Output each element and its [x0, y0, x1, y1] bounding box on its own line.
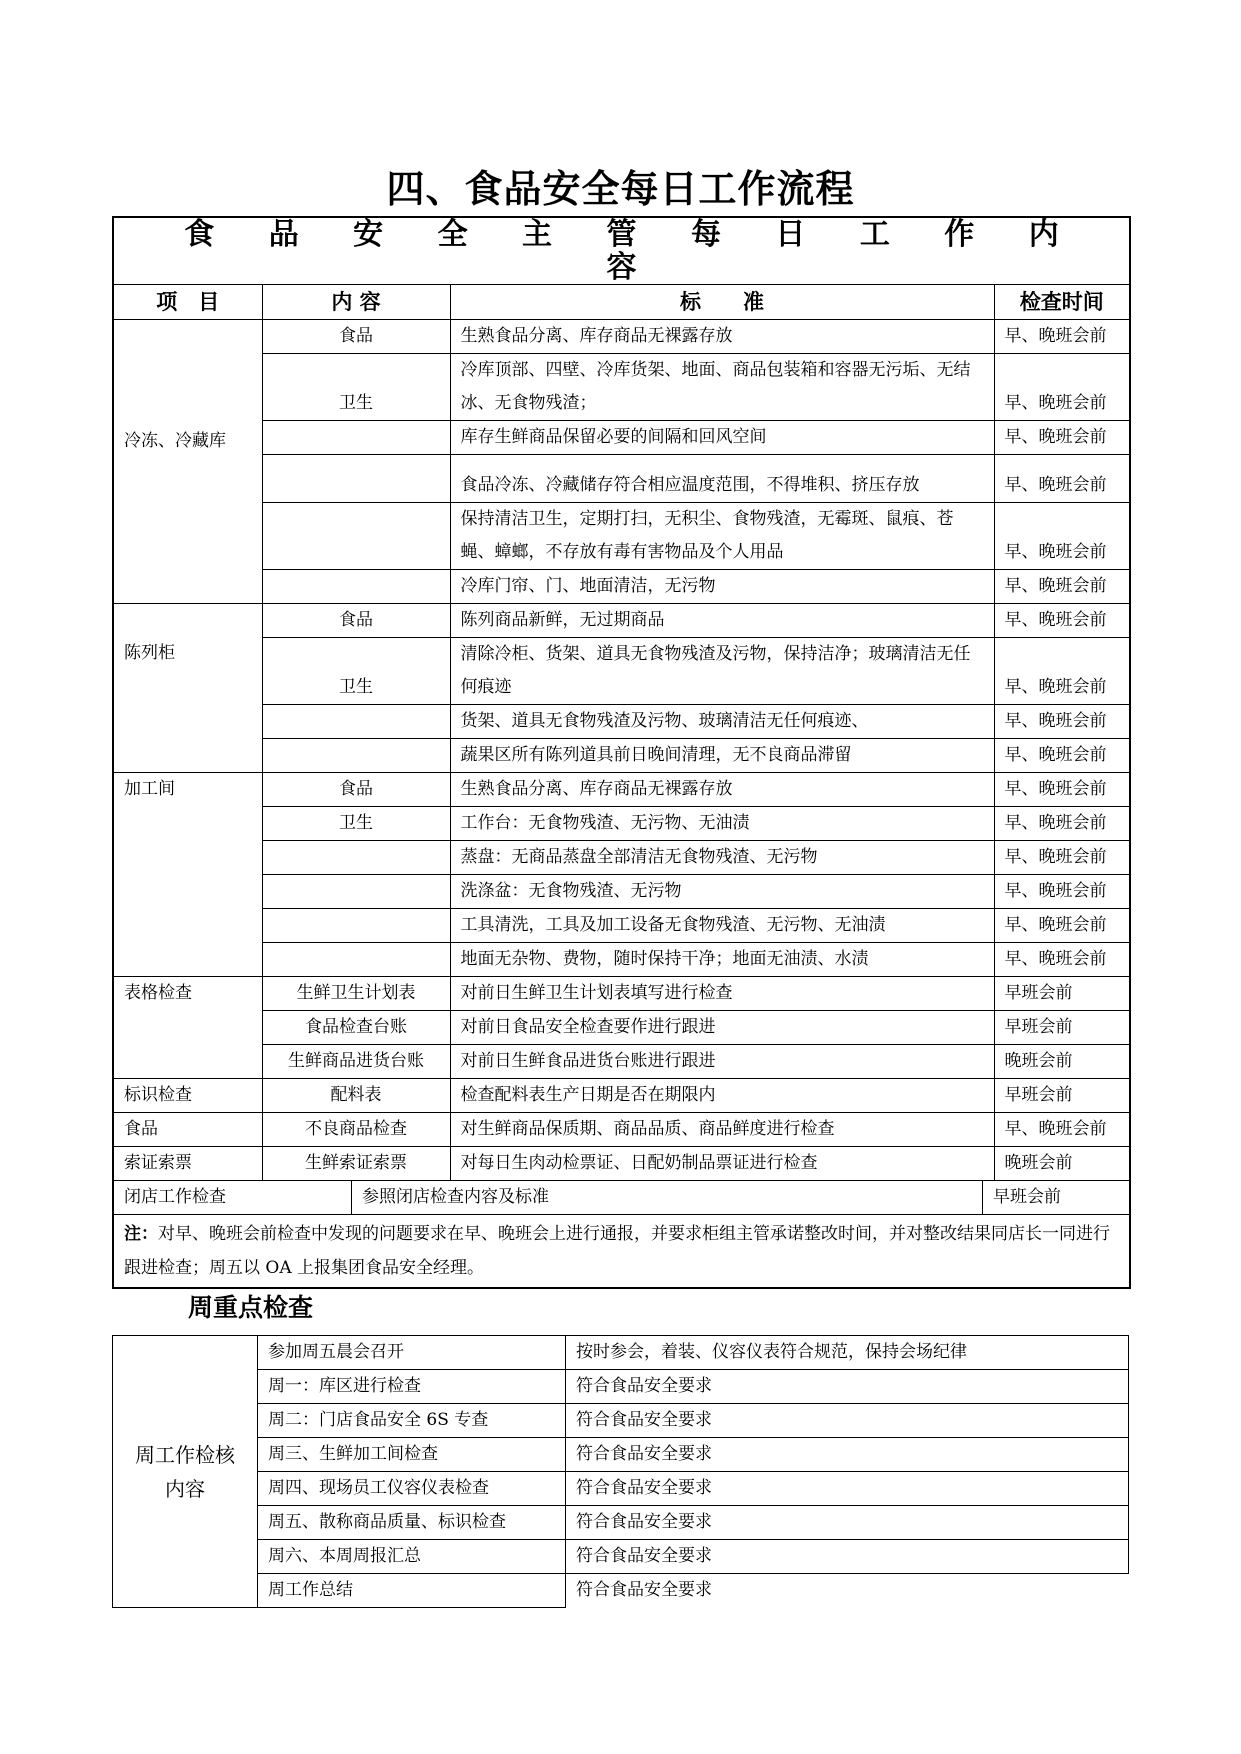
- standard-cell: 对前日食品安全检查要作进行跟进: [450, 1011, 994, 1045]
- time-cell: 早、晚班会前: [994, 705, 1130, 739]
- content-cell: 卫生: [262, 354, 450, 421]
- content-cell: [262, 421, 450, 455]
- time-cell: 早、晚班会前: [994, 604, 1130, 638]
- table-title: 食 品 安 全 主 管 每 日 工 作 内 容: [113, 217, 1130, 285]
- weekly-standard-cell: 符合食品安全要求: [566, 1506, 1129, 1540]
- weekly-standard-cell: 符合食品安全要求: [566, 1438, 1129, 1472]
- time-cell: 早、晚班会前: [994, 503, 1130, 570]
- closing-row: [113, 1181, 1130, 1215]
- standard-cell: 生熟食品分离、库存商品无裸露存放: [450, 773, 994, 807]
- standard-cell: 工具清洗，工具及加工设备无食物残渣、无污物、无油渍: [450, 909, 994, 943]
- standard-cell: 食品冷冻、冷藏储存符合相应温度范围，不得堆积、挤压存放: [450, 455, 994, 503]
- time-cell: 早、晚班会前: [994, 909, 1130, 943]
- time-cell: 早班会前: [993, 1187, 1061, 1207]
- standard-cell: 货架、道具无食物残渣及污物、玻璃清洁无任何痕迹、: [450, 705, 994, 739]
- standard-cell: 对生鲜商品保质期、商品品质、商品鲜度进行检查: [450, 1113, 994, 1147]
- standard-cell: 库存生鲜商品保留必要的间隔和回风空间: [450, 421, 994, 455]
- content-cell: [262, 455, 450, 503]
- weekly-standard-cell: 符合食品安全要求: [566, 1540, 1129, 1574]
- standard-cell: 对前日生鲜食品进货台账进行跟进: [450, 1045, 994, 1079]
- content-cell: 食品检查台账: [262, 1011, 450, 1045]
- time-cell: 早班会前: [994, 1079, 1130, 1113]
- weekly-check-table: [112, 1335, 1129, 1608]
- time-cell: 早、晚班会前: [994, 638, 1130, 705]
- time-cell: 早、晚班会前: [994, 320, 1130, 354]
- content-cell: 食品: [262, 320, 450, 354]
- content-cell: 食品: [262, 773, 450, 807]
- header-time: 检查时间: [994, 285, 1130, 320]
- standard-cell: 洗涤盆：无食物残渣、无污物: [450, 875, 994, 909]
- note-text: 对早、晚班会前检查中发现的问题要求在早、晚班会上进行通报，并要求柜组主管承诺整改时间，并对整改结果同店长一同进行跟进检查；周五以 OA 上报集团食品安全经理。: [124, 1224, 1110, 1278]
- weekly-task-cell: 周四、现场员工仪容仪表检查: [258, 1472, 566, 1506]
- category-cell: 食品: [113, 1113, 262, 1147]
- time-cell: 早班会前: [994, 1011, 1130, 1045]
- content-cell: [262, 875, 450, 909]
- standard-cell: 生熟食品分离、库存商品无裸露存放: [450, 320, 994, 354]
- note-label: 注：: [124, 1224, 158, 1244]
- content-cell: 生鲜卫生计划表: [262, 977, 450, 1011]
- time-cell: 早、晚班会前: [994, 739, 1130, 773]
- header-item: 项 目: [113, 285, 262, 320]
- content-cell: 卫生: [262, 638, 450, 705]
- content-cell: 食品: [262, 604, 450, 638]
- content-cell: [262, 909, 450, 943]
- content-cell: 配料表: [262, 1079, 450, 1113]
- standard-cell: 对前日生鲜卫生计划表填写进行检查: [450, 977, 994, 1011]
- weekly-standard-cell: 符合食品安全要求: [566, 1574, 1129, 1608]
- weekly-task-cell: 周二：门店食品安全 6S 专查: [258, 1404, 566, 1438]
- weekly-task-cell: 周五、散称商品质量、标识检查: [258, 1506, 566, 1540]
- content-cell: [262, 503, 450, 570]
- weekly-category-text: 周工作检核内容: [135, 1442, 235, 1501]
- content-cell: 生鲜索证索票: [262, 1147, 450, 1181]
- time-cell: 晚班会前: [994, 1045, 1130, 1079]
- content-cell: [262, 705, 450, 739]
- time-cell: 早、晚班会前: [994, 875, 1130, 909]
- weekly-task-cell: 周一：库区进行检查: [258, 1370, 566, 1404]
- daily-work-table: [112, 216, 1131, 1289]
- header-content: 内 容: [262, 285, 450, 320]
- standard-cell: 陈列商品新鲜，无过期商品: [450, 604, 994, 638]
- time-cell: 晚班会前: [994, 1147, 1130, 1181]
- category-cell: 冷冻、冷藏库: [113, 320, 262, 604]
- time-cell: 早、晚班会前: [994, 807, 1130, 841]
- weekly-standard-cell: 符合食品安全要求: [566, 1404, 1129, 1438]
- time-cell: 早、晚班会前: [994, 1113, 1130, 1147]
- weekly-task-cell: 周三、生鲜加工间检查: [258, 1438, 566, 1472]
- weekly-task-cell: 周六、本周周报汇总: [258, 1540, 566, 1574]
- standard-cell: 冷库门帘、门、地面清洁，无污物: [450, 570, 994, 604]
- category-cell: 陈列柜: [113, 604, 262, 773]
- weekly-task-cell: 周工作总结: [258, 1574, 566, 1608]
- standard-cell: 参照闭店检查内容及标准: [352, 1181, 983, 1214]
- category-cell: 索证索票: [113, 1147, 262, 1181]
- time-cell: 早班会前: [994, 977, 1130, 1011]
- content-cell: [262, 739, 450, 773]
- standard-cell: 对每日生肉动检票证、日配奶制品票证进行检查: [450, 1147, 994, 1181]
- time-cell: 早、晚班会前: [994, 943, 1130, 977]
- weekly-standard-cell: 按时参会，着装、仪容仪表符合规范，保持会场纪律: [566, 1336, 1129, 1370]
- standard-cell: 工作台：无食物残渣、无污物、无油渍: [450, 807, 994, 841]
- content-cell: [262, 943, 450, 977]
- category-cell: 表格检查: [113, 977, 262, 1079]
- content-cell: [262, 570, 450, 604]
- standard-cell: 地面无杂物、费物，随时保持干净；地面无油渍、水渍: [450, 943, 994, 977]
- page-title: 四、食品安全每日工作流程: [386, 166, 855, 211]
- content-cell: 生鲜商品进货台账: [262, 1045, 450, 1079]
- category-cell: 闭店工作检查: [114, 1181, 352, 1214]
- weekly-category-cell: [113, 1336, 258, 1608]
- header-standard: 标 准: [450, 285, 994, 320]
- time-cell: 早、晚班会前: [994, 421, 1130, 455]
- standard-cell: 蔬果区所有陈列道具前日晚间清理，无不良商品滞留: [450, 739, 994, 773]
- weekly-standard-cell: 符合食品安全要求: [566, 1370, 1129, 1404]
- time-cell: 早、晚班会前: [994, 773, 1130, 807]
- weekly-task-cell: 参加周五晨会召开: [258, 1336, 566, 1370]
- category-cell: 加工间: [113, 773, 262, 977]
- time-cell: 早、晚班会前: [994, 455, 1130, 503]
- standard-cell: 冷库顶部、四壁、冷库货架、地面、商品包装箱和容器无污垢、无结冰、无食物残渣；: [450, 354, 994, 421]
- weekly-title: 周重点检查: [188, 1293, 314, 1322]
- time-cell: 早、晚班会前: [994, 570, 1130, 604]
- category-cell: 标识检查: [113, 1079, 262, 1113]
- standard-cell: 保持清洁卫生，定期打扫，无积尘、食物残渣，无霉斑、鼠痕、苍蝇、蟑螂，不存放有毒有害物品及个人用品: [450, 503, 994, 570]
- note-cell: [113, 1215, 1130, 1289]
- standard-cell: 检查配料表生产日期是否在期限内: [450, 1079, 994, 1113]
- content-cell: 卫生: [262, 807, 450, 841]
- time-cell: 早、晚班会前: [994, 354, 1130, 421]
- content-cell: [262, 841, 450, 875]
- time-cell: 早、晚班会前: [994, 841, 1130, 875]
- weekly-standard-cell: 符合食品安全要求: [566, 1472, 1129, 1506]
- standard-cell: 蒸盘：无商品蒸盘全部清洁无食物残渣、无污物: [450, 841, 994, 875]
- content-cell: 不良商品检查: [262, 1113, 450, 1147]
- standard-cell: 清除冷柜、货架、道具无食物残渣及污物，保持洁净；玻璃清洁无任何痕迹: [450, 638, 994, 705]
